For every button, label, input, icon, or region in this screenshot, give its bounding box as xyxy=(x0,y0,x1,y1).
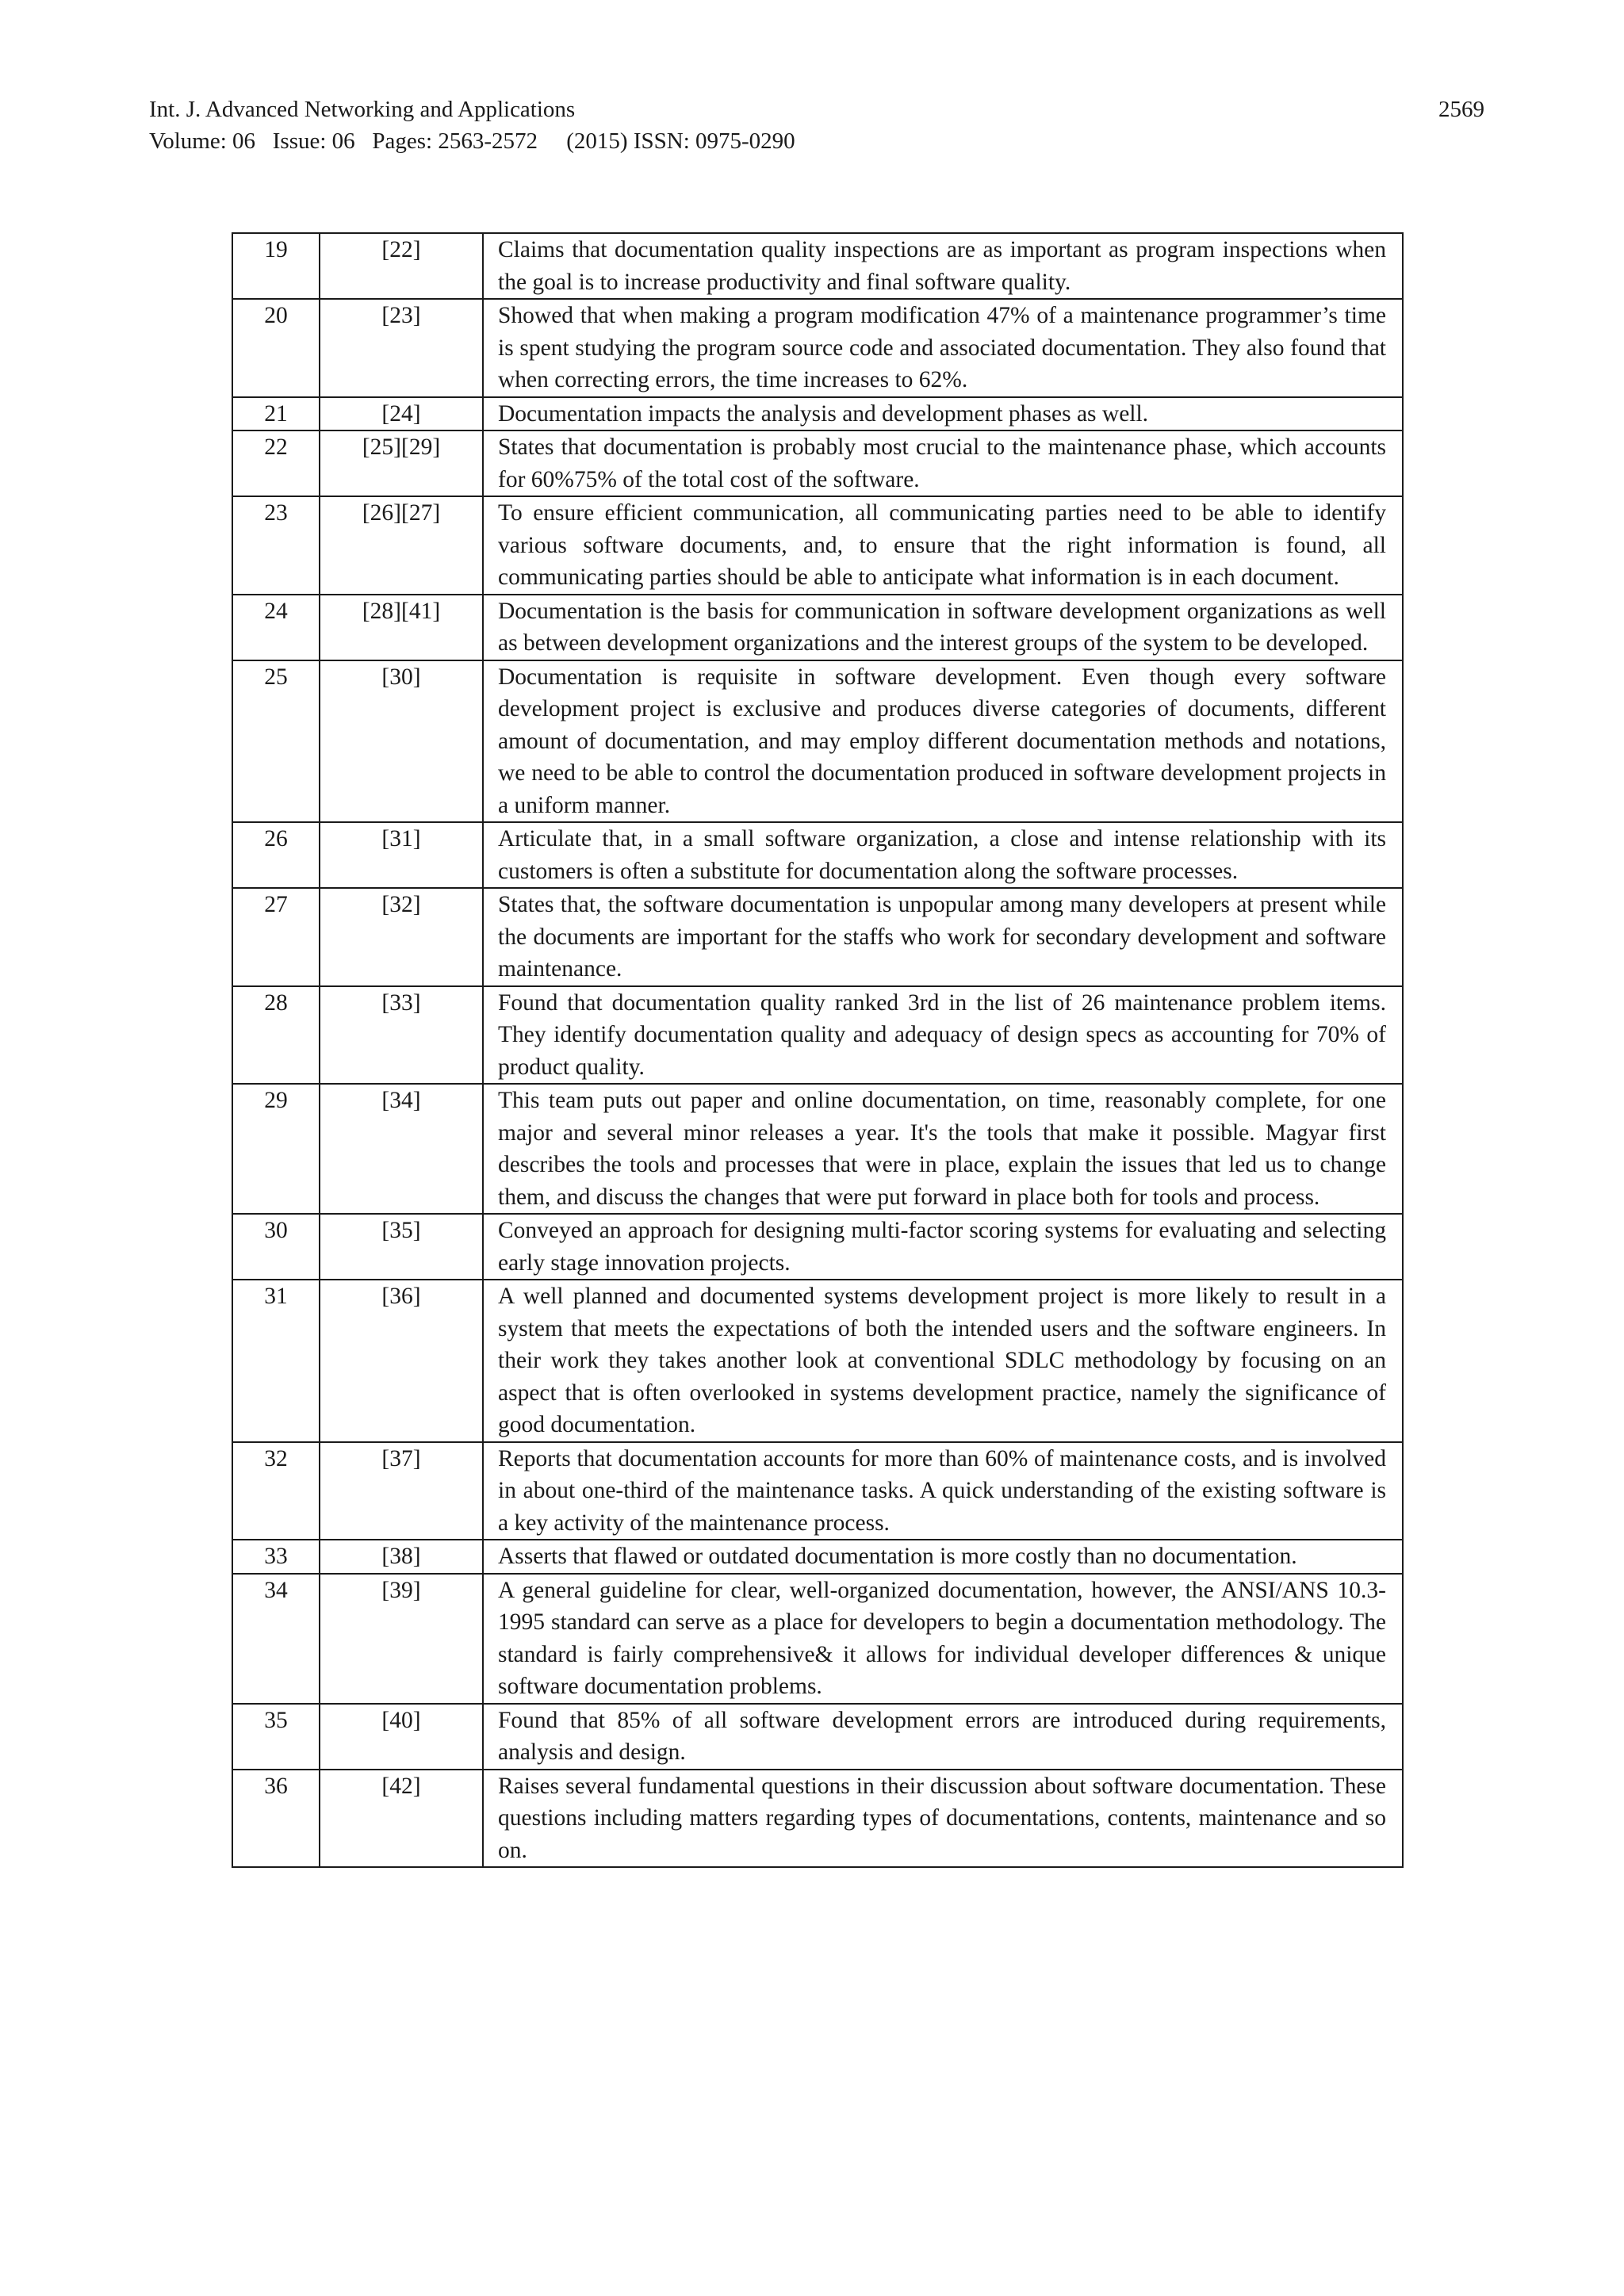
journal-title: Int. J. Advanced Networking and Applications xyxy=(149,97,576,122)
reference-cell: [35] xyxy=(320,1214,483,1280)
description-cell: Asserts that flawed or outdated documentation is more costly than no documentation. xyxy=(483,1540,1403,1574)
row-number-cell: 21 xyxy=(232,397,320,431)
reference-cell: [22] xyxy=(320,233,483,299)
row-number-cell: 26 xyxy=(232,822,320,888)
table-row xyxy=(232,1214,1403,1280)
table-row xyxy=(232,1442,1403,1540)
literature-table xyxy=(232,232,1404,1868)
reference-cell: [25][29] xyxy=(320,430,483,496)
description-cell: A general guideline for clear, well-organized documentation, however, the ANSI/ANS 10.3-1995 standard can serve as a place for developers to begin a documentation methodology. The standard is fairly comprehensive& it allows for individual developer differences & unique software documentation problems. xyxy=(483,1574,1403,1704)
row-number-cell: 20 xyxy=(232,299,320,397)
reference-cell: [30] xyxy=(320,660,483,823)
row-number-cell: 23 xyxy=(232,496,320,595)
table-row xyxy=(232,1574,1403,1704)
table-row xyxy=(232,233,1403,299)
table-row xyxy=(232,595,1403,660)
page-number: 2569 xyxy=(1438,97,1484,122)
row-number-cell: 24 xyxy=(232,595,320,660)
description-cell: Documentation impacts the analysis and development phases as well. xyxy=(483,397,1403,431)
table-row xyxy=(232,1540,1403,1574)
row-number-cell: 31 xyxy=(232,1280,320,1442)
description-cell: Documentation is requisite in software development. Even though every software development project is exclusive and produces diverse categories of documents, different amount of documentation, and may employ different documentation methods and notations, we need to be able to control the documentation produced in software development projects in a uniform manner. xyxy=(483,660,1403,823)
description-cell: Raises several fundamental questions in their discussion about software documentation. These questions including matters regarding types of documentations, contents, maintenance and so on. xyxy=(483,1770,1403,1868)
description-cell: Showed that when making a program modification 47% of a maintenance programmer’s time is spent studying the program source code and associated documentation. They also found that when correcting errors, the time increases to 62%. xyxy=(483,299,1403,397)
volume-line: Volume: 06 Issue: 06 Pages: 2563-2572 (2015) ISSN: 0975-0290 xyxy=(149,128,795,154)
row-number-cell: 33 xyxy=(232,1540,320,1574)
table-row xyxy=(232,1770,1403,1868)
table-row xyxy=(232,1280,1403,1442)
table-body xyxy=(232,233,1403,1867)
table-row xyxy=(232,888,1403,986)
reference-cell: [23] xyxy=(320,299,483,397)
reference-cell: [26][27] xyxy=(320,496,483,595)
description-cell: Reports that documentation accounts for more than 60% of maintenance costs, and is involved in about one-third of the maintenance tasks. A quick understanding of the existing software is a key activity of the maintenance process. xyxy=(483,1442,1403,1540)
description-cell: Found that 85% of all software development errors are introduced during requirements, analysis and design. xyxy=(483,1704,1403,1770)
reference-cell: [32] xyxy=(320,888,483,986)
reference-cell: [36] xyxy=(320,1280,483,1442)
table-row xyxy=(232,1704,1403,1770)
table-row xyxy=(232,986,1403,1085)
description-cell: Conveyed an approach for designing multi-factor scoring systems for evaluating and selecting early stage innovation projects. xyxy=(483,1214,1403,1280)
description-cell: Documentation is the basis for communication in software development organizations as well as between development organizations and the interest groups of the system to be developed. xyxy=(483,595,1403,660)
row-number-cell: 28 xyxy=(232,986,320,1085)
reference-cell: [37] xyxy=(320,1442,483,1540)
table-row xyxy=(232,1084,1403,1214)
row-number-cell: 19 xyxy=(232,233,320,299)
row-number-cell: 34 xyxy=(232,1574,320,1704)
reference-cell: [40] xyxy=(320,1704,483,1770)
description-cell: States that documentation is probably most crucial to the maintenance phase, which accounts for 60%75% of the total cost of the software. xyxy=(483,430,1403,496)
row-number-cell: 29 xyxy=(232,1084,320,1214)
row-number-cell: 36 xyxy=(232,1770,320,1868)
table-row xyxy=(232,397,1403,431)
table-row xyxy=(232,496,1403,595)
running-header xyxy=(149,94,795,157)
description-cell: To ensure efficient communication, all communicating parties need to be able to identify various software documents, and, to ensure that the right information is found, all communicating parties should be able to anticipate what information is in each document. xyxy=(483,496,1403,595)
row-number-cell: 30 xyxy=(232,1214,320,1280)
row-number-cell: 27 xyxy=(232,888,320,986)
reference-cell: [31] xyxy=(320,822,483,888)
table-row xyxy=(232,660,1403,823)
row-number-cell: 25 xyxy=(232,660,320,823)
description-cell: A well planned and documented systems development project is more likely to result in a system that meets the expectations of both the intended users and the software engineers. In their work they takes another look at conventional SDLC methodology by focusing on an aspect that is often overlooked in systems development practice, namely the significance of good documentation. xyxy=(483,1280,1403,1442)
table-row xyxy=(232,299,1403,397)
table-row xyxy=(232,430,1403,496)
description-cell: Found that documentation quality ranked 3rd in the list of 26 maintenance problem items. They identify documentation quality and adequacy of design specs as accounting for 70% of product quality. xyxy=(483,986,1403,1085)
description-cell: States that, the software documentation is unpopular among many developers at present while the documents are important for the staffs who work for secondary development and software maintenance. xyxy=(483,888,1403,986)
row-number-cell: 32 xyxy=(232,1442,320,1540)
reference-cell: [38] xyxy=(320,1540,483,1574)
reference-cell: [42] xyxy=(320,1770,483,1868)
reference-cell: [24] xyxy=(320,397,483,431)
description-cell: Claims that documentation quality inspections are as important as program inspections when the goal is to increase productivity and final software quality. xyxy=(483,233,1403,299)
description-cell: This team puts out paper and online documentation, on time, reasonably complete, for one major and several minor releases a year. It's the tools that make it possible. Magyar first describes the tools and processes that were in place, explain the issues that led us to change them, and discuss the changes that were put forward in place both for tools and process. xyxy=(483,1084,1403,1214)
reference-cell: [33] xyxy=(320,986,483,1085)
table-row xyxy=(232,822,1403,888)
row-number-cell: 22 xyxy=(232,430,320,496)
reference-cell: [39] xyxy=(320,1574,483,1704)
description-cell: Articulate that, in a small software organization, a close and intense relationship with its customers is often a substitute for documentation along the software processes. xyxy=(483,822,1403,888)
row-number-cell: 35 xyxy=(232,1704,320,1770)
reference-cell: [34] xyxy=(320,1084,483,1214)
reference-cell: [28][41] xyxy=(320,595,483,660)
